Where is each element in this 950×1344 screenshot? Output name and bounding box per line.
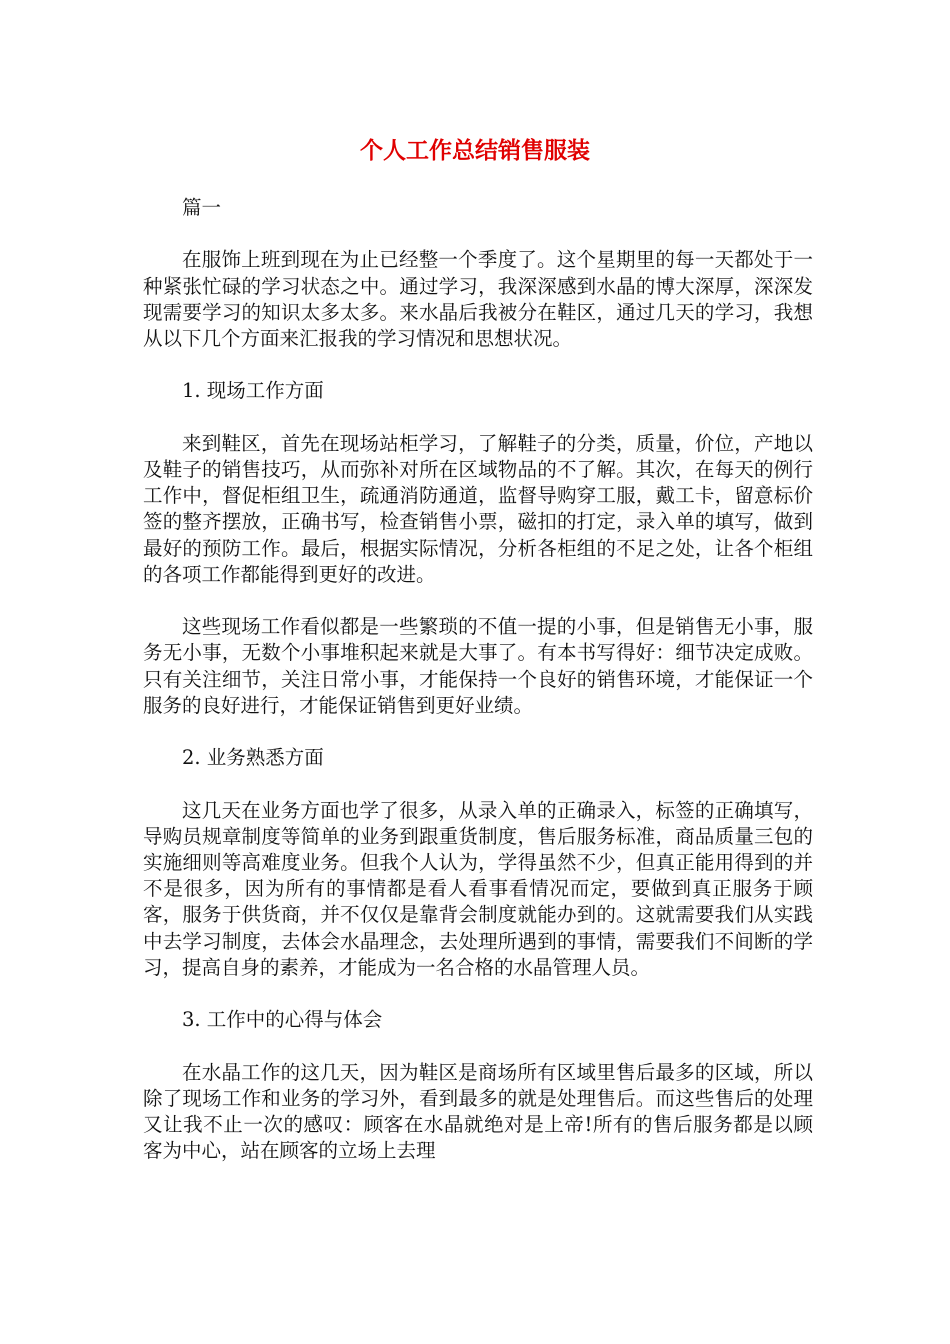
paragraph-experience: 在水晶工作的这几天，因为鞋区是商场所有区域里售后最多的区域，所以除了现场工作和业务的学习外，看到最多的就是处理售后。而这些售后的处理又让我不止一次的感叹：顾客在水晶就绝对是上帝!所有的售后服务都是以顾客为中心，站在顾客的立场上去理 [143,1060,813,1163]
intro-paragraph: 在服饰上班到现在为止已经整一个季度了。这个星期里的每一天都处于一种紧张忙碌的学习状态之中。通过学习，我深深感到水晶的博大深厚，深深发现需要学习的知识太多太多。来水晶后我被分在鞋区，通过几天的学习，我想从以下几个方面来汇报我的学习情况和思想状况。 [143,248,813,350]
heading-experience: 3. 工作中的心得与体会 [182,1008,383,1032]
paragraph-business-familiarity: 这几天在业务方面也学了很多，从录入单的正确录入，标签的正确填写，导购员规章制度等简单的业务到跟重货制度，售后服务标准，商品质量三包的实施细则等高难度业务。但我个人认为，学得虽然不少，但真正能用得到的并不是很多，因为所有的事情都是看人看事看情况而定，要做到真正服务于顾客，服务于供货商，并不仅仅是靠背会制度就能办到的。这就需要我们从实践中去学习制度，去体会水晶理念，去处理所遇到的事情，需要我们不间断的学习，提高自身的素养，才能成为一名合格的水晶管理人员。 [143,798,813,979]
paragraph-details: 这些现场工作看似都是一些繁琐的不值一提的小事，但是销售无小事，服务无小事，无数个小事堆积起来就是大事了。有本书写得好：细节决定成败。只有关注细节，关注日常小事，才能保持一个良好的销售环境，才能保证一个服务的良好进行，才能保证销售到更好业绩。 [143,615,813,717]
document-body [143,195,813,1191]
heading-onsite-work: 1. 现场工作方面 [182,379,324,403]
section-label: 篇一 [182,196,222,219]
paragraph-onsite-work: 来到鞋区，首先在现场站柜学习，了解鞋子的分类，质量，价位，产地以及鞋子的销售技巧，从而弥补对所在区域物品的不了解。其次，在每天的例行工作中，督促柜组卫生，疏通消防通道，监督导购穿工服，戴工卡，留意标价签的整齐摆放，正确书写，检查销售小票，磁扣的打定，录入单的填写，做到最好的预防工作。最后，根据实际情况，分析各柜组的不足之处，让各个柜组的各项工作都能得到更好的改进。 [143,431,813,586]
document-title: 个人工作总结销售服装 [360,138,590,164]
heading-business-familiarity: 2. 业务熟悉方面 [182,746,324,770]
